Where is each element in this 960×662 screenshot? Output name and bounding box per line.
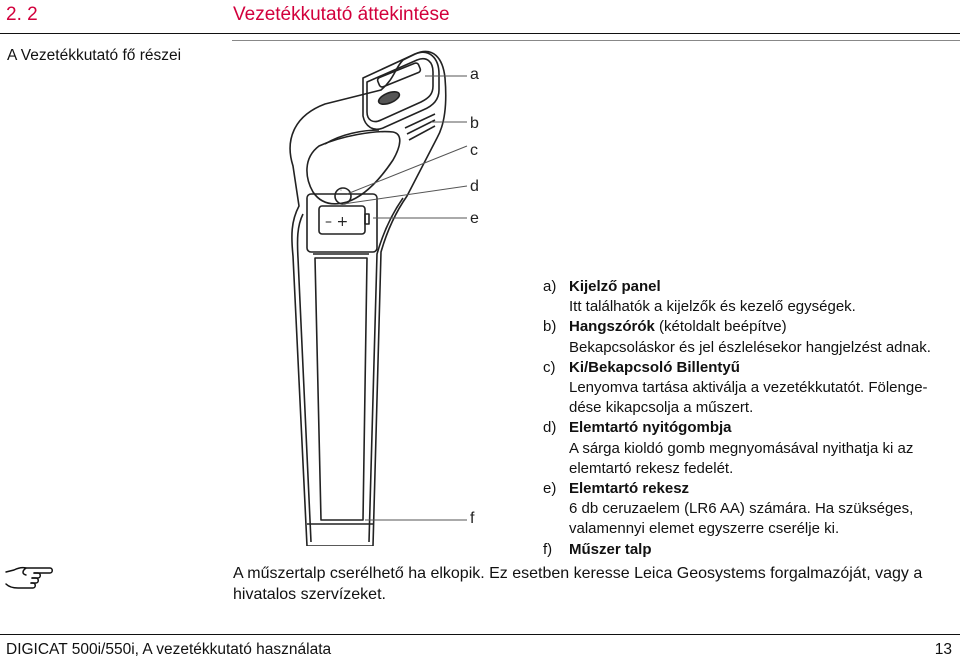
callout-b: b bbox=[470, 115, 479, 132]
list-item bbox=[543, 479, 953, 540]
footer-doc-title: DIGICAT 500i/550i, A vezetékkutató használata bbox=[6, 641, 332, 658]
item-key: e) bbox=[543, 480, 557, 498]
header-rule bbox=[0, 33, 960, 34]
subheading-rule bbox=[232, 40, 960, 41]
footer-rule bbox=[0, 634, 960, 635]
item-name: Elemtartó nyitógombja bbox=[569, 419, 732, 437]
item-key: d) bbox=[543, 419, 557, 437]
list-item bbox=[543, 418, 953, 479]
item-desc: Lenyomva tartása aktiválja a vezetékkutatót. Fölengedése kikapcsolja a műszert. bbox=[569, 379, 928, 417]
list-item bbox=[543, 317, 953, 357]
list-item bbox=[543, 540, 953, 560]
item-name: Hangszórók bbox=[569, 318, 655, 336]
side-heading: A Vezetékkutató fő részei bbox=[7, 47, 182, 64]
item-name: Kijelző panel bbox=[569, 278, 661, 295]
item-name: Műszer talp bbox=[569, 540, 652, 558]
parts-list bbox=[543, 277, 953, 560]
item-key: a) bbox=[543, 278, 557, 295]
callout-a: a bbox=[470, 66, 479, 83]
list-item bbox=[543, 358, 953, 419]
item-desc: Itt találhatók a kijelzők és kezelő egységek. bbox=[569, 298, 856, 316]
section-title: Vezetékkutató áttekintése bbox=[233, 4, 450, 25]
callout-c: c bbox=[470, 142, 478, 159]
item-key: c) bbox=[543, 358, 556, 376]
item-key: f) bbox=[543, 540, 553, 558]
callout-d: d bbox=[470, 178, 479, 195]
pointing-hand-icon bbox=[4, 562, 54, 590]
page-number: 13 bbox=[934, 641, 952, 658]
section-number: 2. 2 bbox=[6, 4, 38, 25]
note-text: A műszertalp cserélhető ha elkopik. Ez esetben keresse Leica Geosystems forgalmazóját, vagy a hivatalos szervízeket. bbox=[233, 565, 923, 603]
item-name: Elemtartó rekesz bbox=[569, 480, 690, 498]
list-item bbox=[543, 277, 953, 317]
callout-f: f bbox=[470, 510, 475, 527]
item-desc: 6 db ceruzaelem (LR6 AA) számára. Ha szükséges, valamennyi elemet egyszerre cserélje ki. bbox=[569, 500, 914, 538]
item-key: b) bbox=[543, 318, 557, 336]
svg-text:– +: – + bbox=[325, 214, 349, 230]
item-name: Ki/Bekapcsoló Billentyű bbox=[569, 358, 740, 376]
device-illustration bbox=[285, 46, 475, 546]
item-desc: A sárga kioldó gomb megnyomásával nyithatja ki az elemtartó rekesz fedelét. bbox=[569, 439, 914, 477]
item-name-extra: (kétoldalt beépítve) bbox=[654, 318, 787, 336]
callout-e: e bbox=[470, 210, 479, 227]
item-desc: Bekapcsoláskor és jel észlelésekor hangjelzést adnak. bbox=[569, 338, 931, 356]
